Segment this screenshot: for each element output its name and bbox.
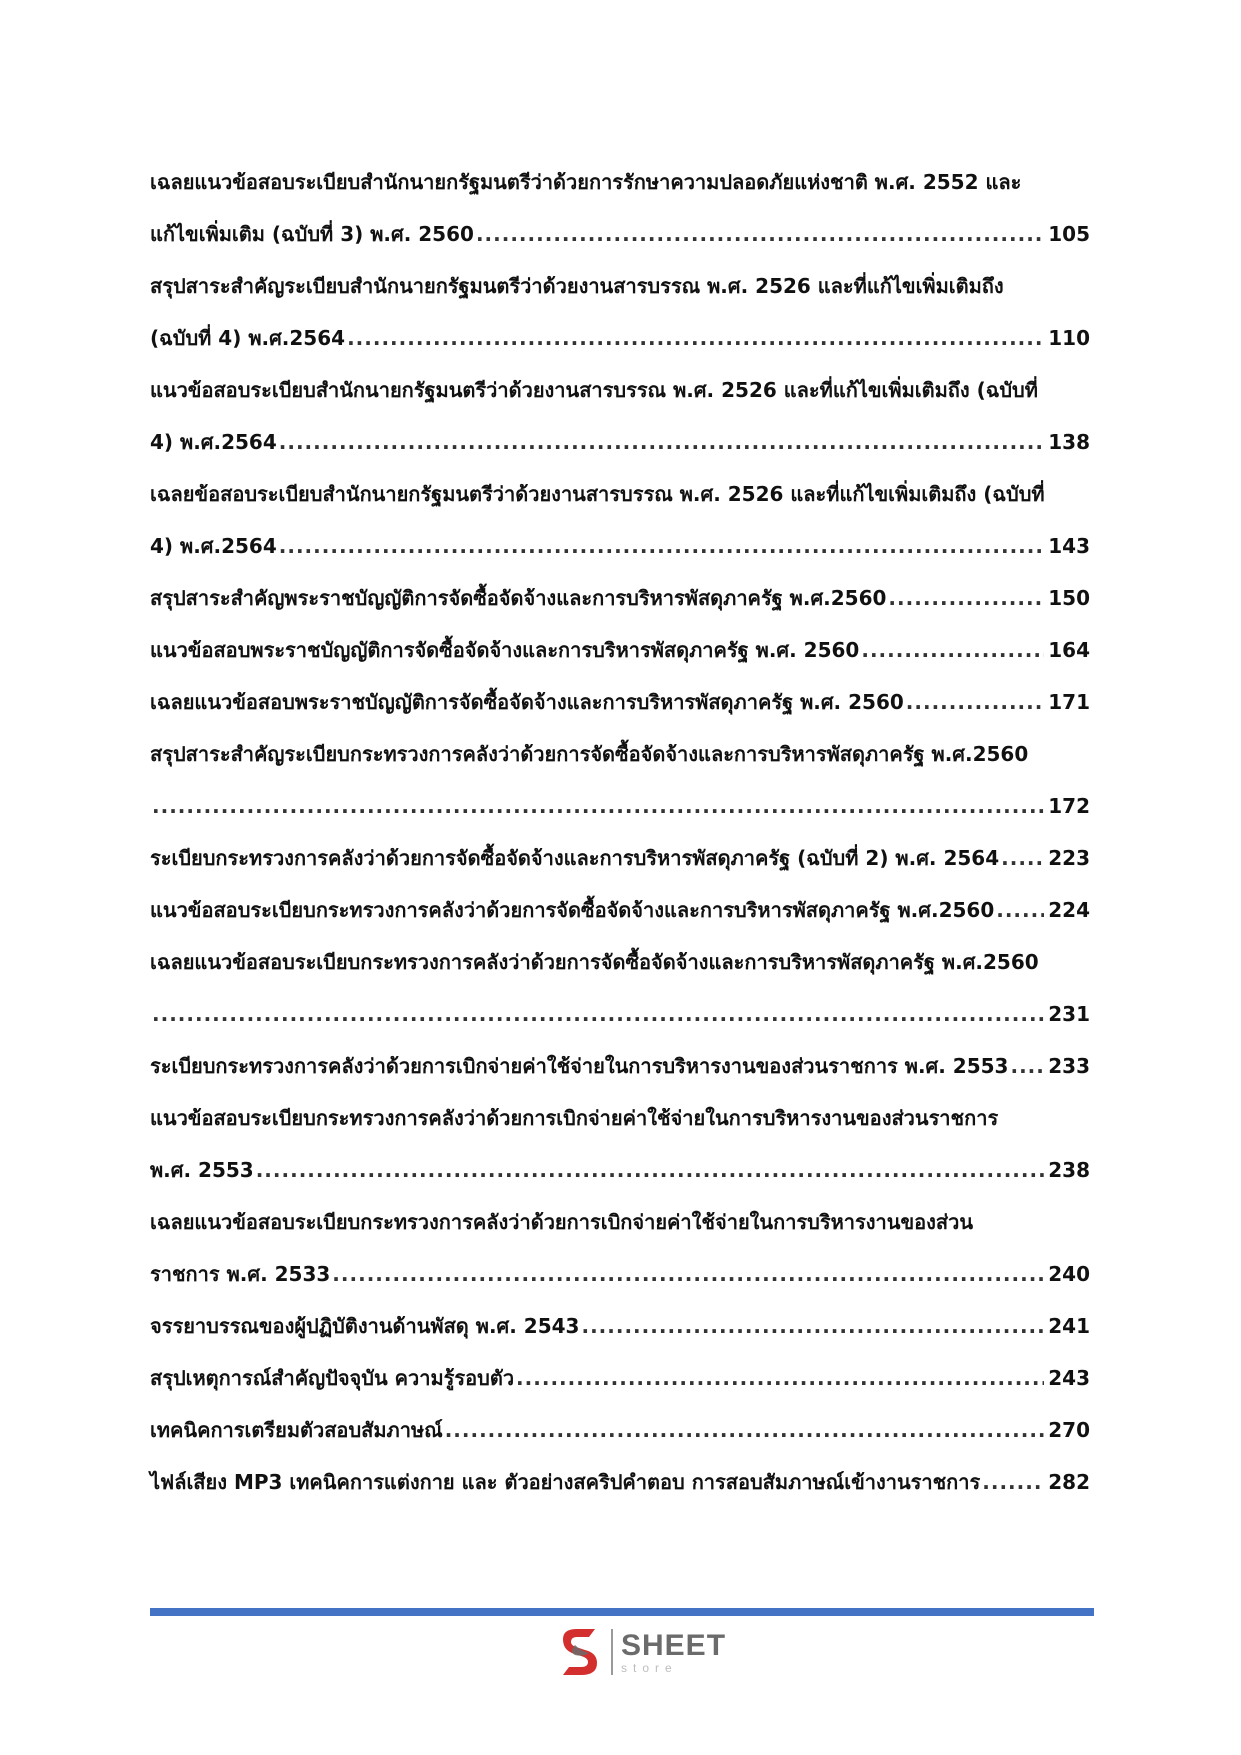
- toc-page-number: 231: [1048, 1002, 1090, 1026]
- toc-page-number: 164: [1048, 638, 1090, 662]
- toc-entry: [150, 364, 1090, 468]
- toc-dot-leader: [982, 1456, 1044, 1508]
- toc-entry: [150, 884, 1090, 936]
- toc-entry-title-line: แนวข้อสอบระเบียบกระทรวงการคลังว่าด้วยการเบิกจ่ายค่าใช้จ่ายในการบริหารงานของส่วนราชการ: [150, 1106, 999, 1130]
- toc-page-number: 105: [1048, 222, 1090, 246]
- toc-dot-leader: [1001, 832, 1044, 884]
- toc-entry: [150, 1352, 1090, 1404]
- toc-entry-title: ระเบียบกระทรวงการคลังว่าด้วยการจัดซื้อจัดจ้างและการบริหารพัสดุภาครัฐ (ฉบับที่ 2) พ.ศ. 2564: [150, 846, 1000, 870]
- toc-dot-leader: [906, 676, 1044, 728]
- toc-entry-title-line: เฉลยแนวข้อสอบระเบียบกระทรวงการคลังว่าด้วยการจัดซื้อจัดจ้างและการบริหารพัสดุภาครัฐ พ.ศ.2560: [150, 950, 1039, 974]
- toc-entry: [150, 1040, 1090, 1092]
- toc-entry: [150, 728, 1090, 832]
- sheet-store-logo: [555, 1622, 726, 1682]
- toc-page-number: 233: [1048, 1054, 1090, 1078]
- toc-entry-title: 4) พ.ศ.2564: [150, 430, 277, 454]
- toc-entry-title: ไฟล์เสียง MP3 เทคนิคการแต่งกาย และ ตัวอย่างสคริปคำตอบ การสอบสัมภาษณ์เข้างานราชการ: [150, 1470, 981, 1494]
- toc-entry-title-line: เฉลยข้อสอบระเบียบสำนักนายกรัฐมนตรีว่าด้วยงานสารบรรณ พ.ศ. 2526 และที่แก้ไขเพิ่มเติมถึง (ฉบับที่: [150, 482, 1045, 506]
- toc-entry: [150, 832, 1090, 884]
- toc-dot-leader: [279, 416, 1044, 468]
- toc-page-number: 171: [1048, 690, 1090, 714]
- toc-dot-leader: [347, 312, 1044, 364]
- toc-dot-leader: [152, 988, 1044, 1040]
- toc-dot-leader: [1010, 1040, 1044, 1092]
- toc-dot-leader: [996, 884, 1044, 936]
- toc-entry-title-line: เฉลยแนวข้อสอบระเบียบสำนักนายกรัฐมนตรีว่าด้วยการรักษาความปลอดภัยแห่งชาติ พ.ศ. 2552 และ: [150, 170, 1022, 194]
- toc-dot-leader: [256, 1144, 1045, 1196]
- toc-entry-title: จรรยาบรรณของผู้ปฏิบัติงานด้านพัสดุ พ.ศ. 2543: [150, 1314, 580, 1338]
- toc-entry: [150, 1300, 1090, 1352]
- toc-entry-title: ราชการ พ.ศ. 2533: [150, 1262, 331, 1286]
- toc-entry-title: แก้ไขเพิ่มเติม (ฉบับที่ 3) พ.ศ. 2560: [150, 222, 474, 246]
- toc-entry-title: 4) พ.ศ.2564: [150, 534, 277, 558]
- toc-page-number: 282: [1048, 1470, 1090, 1494]
- toc-page-number: 150: [1048, 586, 1090, 610]
- toc-page-number: 223: [1048, 846, 1090, 870]
- sheet-store-logo-icon: [555, 1625, 605, 1679]
- toc-page-number: 240: [1048, 1262, 1090, 1286]
- toc-entry: [150, 936, 1090, 1040]
- toc-entry-title: ระเบียบกระทรวงการคลังว่าด้วยการเบิกจ่ายค่าใช้จ่ายในการบริหารงานของส่วนราชการ พ.ศ. 2553: [150, 1054, 1009, 1078]
- toc-entry-title: เทคนิคการเตรียมตัวสอบสัมภาษณ์: [150, 1418, 443, 1442]
- table-of-contents: [150, 156, 1090, 1508]
- toc-entry-title: แนวข้อสอบพระราชบัญญัติการจัดซื้อจัดจ้างและการบริหารพัสดุภาครัฐ พ.ศ. 2560: [150, 638, 860, 662]
- toc-entry-title: สรุปสาระสำคัญพระราชบัญญัติการจัดซื้อจัดจ้างและการบริหารพัสดุภาครัฐ พ.ศ.2560: [150, 586, 887, 610]
- toc-dot-leader: [861, 624, 1044, 676]
- footer-divider: [150, 1608, 1094, 1616]
- toc-entry: [150, 676, 1090, 728]
- toc-page-number: 243: [1048, 1366, 1090, 1390]
- toc-entry-title: แนวข้อสอบระเบียบกระทรวงการคลังว่าด้วยการจัดซื้อจัดจ้างและการบริหารพัสดุภาครัฐ พ.ศ.2560: [150, 898, 995, 922]
- toc-entry: [150, 1404, 1090, 1456]
- logo-separator: [611, 1629, 613, 1675]
- toc-entry-title: สรุปเหตุการณ์สำคัญปัจจุบัน ความรู้รอบตัว: [150, 1366, 515, 1390]
- toc-entry-title: พ.ศ. 2553: [150, 1158, 254, 1182]
- toc-page-number: 138: [1048, 430, 1090, 454]
- toc-entry: [150, 624, 1090, 676]
- toc-page-number: 172: [1048, 794, 1090, 818]
- toc-page-number: 238: [1048, 1158, 1090, 1182]
- toc-entry: [150, 1196, 1090, 1300]
- toc-entry-title: เฉลยแนวข้อสอบพระราชบัญญัติการจัดซื้อจัดจ้างและการบริหารพัสดุภาครัฐ พ.ศ. 2560: [150, 690, 904, 714]
- toc-page-number: 270: [1048, 1418, 1090, 1442]
- toc-entry: [150, 156, 1090, 260]
- toc-entry-title: (ฉบับที่ 4) พ.ศ.2564: [150, 326, 346, 350]
- toc-dot-leader: [476, 208, 1044, 260]
- toc-entry-title-line: เฉลยแนวข้อสอบระเบียบกระทรวงการคลังว่าด้วยการเบิกจ่ายค่าใช้จ่ายในการบริหารงานของส่วน: [150, 1210, 973, 1234]
- toc-entry: [150, 572, 1090, 624]
- toc-entry: [150, 1092, 1090, 1196]
- toc-page-number: 110: [1048, 326, 1090, 350]
- toc-dot-leader: [445, 1404, 1045, 1456]
- toc-dot-leader: [888, 572, 1044, 624]
- toc-dot-leader: [279, 520, 1044, 572]
- toc-dot-leader: [581, 1300, 1044, 1352]
- toc-dot-leader: [516, 1352, 1044, 1404]
- toc-entry-title-line: สรุปสาระสำคัญระเบียบกระทรวงการคลังว่าด้วยการจัดซื้อจัดจ้างและการบริหารพัสดุภาครัฐ พ.ศ.2560: [150, 742, 1029, 766]
- toc-dot-leader: [152, 780, 1044, 832]
- toc-page-number: 143: [1048, 534, 1090, 558]
- toc-entry-title-line: แนวข้อสอบระเบียบสำนักนายกรัฐมนตรีว่าด้วยงานสารบรรณ พ.ศ. 2526 และที่แก้ไขเพิ่มเติมถึง (ฉบับที่: [150, 378, 1038, 402]
- logo-wordmark: SHEET: [621, 1628, 727, 1662]
- toc-page-number: 224: [1048, 898, 1090, 922]
- toc-dot-leader: [332, 1248, 1044, 1300]
- toc-entry: [150, 260, 1090, 364]
- toc-entry-title-line: สรุปสาระสำคัญระเบียบสำนักนายกรัฐมนตรีว่าด้วยงานสารบรรณ พ.ศ. 2526 และที่แก้ไขเพิ่มเติมถึง: [150, 274, 1004, 298]
- toc-entry: [150, 468, 1090, 572]
- logo-subtitle: store: [621, 1660, 678, 1675]
- toc-page-number: 241: [1048, 1314, 1090, 1338]
- toc-entry: [150, 1456, 1090, 1508]
